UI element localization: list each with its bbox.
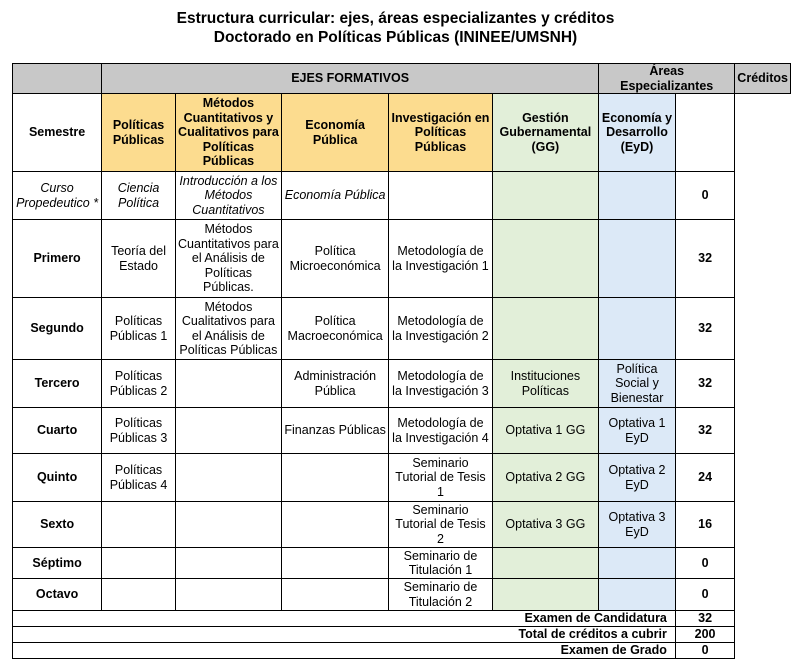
metodos-cell: Métodos Cualitativos para el Análisis de Políticas Públicas	[175, 298, 281, 360]
total-value: 200	[675, 627, 734, 643]
total-label: Examen de Grado	[13, 643, 676, 659]
metodos-cell: Métodos Cuantitativos para el Análisis de Políticas Públicas.	[175, 220, 281, 298]
creditos-cell: 32	[675, 298, 734, 360]
table-row	[13, 579, 791, 611]
inv-cell: Metodología de la Investigación 3	[389, 360, 492, 408]
pp-cell: Políticas Públicas 2	[102, 360, 176, 408]
semestre-cell: Tercero	[13, 360, 102, 408]
eco-cell: Política Macroeconómica	[281, 298, 388, 360]
metodos-cell: Introducción a los Métodos Cuantitativos	[175, 172, 281, 220]
header-eyd: Economía y Desarrollo (EyD)	[599, 94, 676, 172]
curriculum-table	[12, 63, 791, 659]
header-creditos: Créditos	[735, 64, 791, 94]
gg-cell	[492, 220, 598, 298]
creditos-cell: 32	[675, 220, 734, 298]
metodos-cell	[175, 408, 281, 454]
semestre-cell: Octavo	[13, 579, 102, 611]
semestre-cell: Quinto	[13, 454, 102, 502]
eco-cell: Administración Pública	[281, 360, 388, 408]
gg-cell	[492, 298, 598, 360]
header-ejes: EJES FORMATIVOS	[102, 64, 599, 94]
inv-cell: Metodología de la Investigación 1	[389, 220, 492, 298]
inv-cell: Seminario de Titulación 1	[389, 548, 492, 579]
gg-cell: Optativa 1 GG	[492, 408, 598, 454]
header-semestre: Semestre	[13, 94, 102, 172]
totals-row	[13, 611, 791, 627]
table-row	[13, 454, 791, 502]
header-economia-publica: Economía Pública	[281, 94, 388, 172]
inv-cell	[389, 172, 492, 220]
inv-cell: Metodología de la Investigación 2	[389, 298, 492, 360]
semestre-cell: Séptimo	[13, 548, 102, 579]
eyd-cell	[599, 579, 676, 611]
eyd-cell: Política Social y Bienestar	[599, 360, 676, 408]
metodos-cell	[175, 579, 281, 611]
title-line-1: Estructura curricular: ejes, áreas especializantes y créditos	[176, 10, 615, 27]
pp-cell	[102, 502, 176, 548]
header-creditos-blank	[675, 94, 734, 172]
total-label: Total de créditos a cubrir	[13, 627, 676, 643]
semestre-cell: Cuarto	[13, 408, 102, 454]
gg-cell: Optativa 3 GG	[492, 502, 598, 548]
creditos-cell: 32	[675, 360, 734, 408]
total-value: 0	[675, 643, 734, 659]
header-politicas-publicas: Políticas Públicas	[102, 94, 176, 172]
inv-cell: Seminario Tutorial de Tesis 2	[389, 502, 492, 548]
creditos-cell: 0	[675, 548, 734, 579]
total-value: 32	[675, 611, 734, 627]
creditos-cell: 32	[675, 408, 734, 454]
semestre-cell: Primero	[13, 220, 102, 298]
eco-cell	[281, 502, 388, 548]
title-line-2: Doctorado en Políticas Públicas (ININEE/UMSNH)	[213, 29, 578, 46]
inv-cell: Seminario de Titulación 2	[389, 579, 492, 611]
header-row-columns	[13, 94, 791, 172]
gg-cell	[492, 548, 598, 579]
pp-cell: Teoría del Estado	[102, 220, 176, 298]
pp-cell	[102, 548, 176, 579]
table-row	[13, 502, 791, 548]
eyd-cell: Optativa 3 EyD	[599, 502, 676, 548]
header-investigacion: Investigación en Políticas Públicas	[389, 94, 492, 172]
eyd-cell: Optativa 1 EyD	[599, 408, 676, 454]
document-title	[0, 0, 791, 44]
table-row	[13, 548, 791, 579]
eyd-cell	[599, 548, 676, 579]
eyd-cell	[599, 172, 676, 220]
table-row	[13, 408, 791, 454]
totals-row	[13, 643, 791, 659]
table-row	[13, 220, 791, 298]
eco-cell: Economía Pública	[281, 172, 388, 220]
creditos-cell: 0	[675, 579, 734, 611]
semestre-cell: Segundo	[13, 298, 102, 360]
totals-row	[13, 627, 791, 643]
eyd-cell	[599, 298, 676, 360]
eco-cell	[281, 548, 388, 579]
header-gg: Gestión Gubernamental (GG)	[492, 94, 598, 172]
creditos-cell: 0	[675, 172, 734, 220]
pp-cell: Políticas Públicas 3	[102, 408, 176, 454]
metodos-cell	[175, 548, 281, 579]
header-metodos: Métodos Cuantitativos y Cualitativos para Políticas Públicas	[175, 94, 281, 172]
semestre-cell: Curso Propedeutico *	[13, 172, 102, 220]
metodos-cell	[175, 454, 281, 502]
table-row	[13, 172, 791, 220]
creditos-cell: 24	[675, 454, 734, 502]
pp-cell	[102, 579, 176, 611]
eco-cell	[281, 579, 388, 611]
total-label: Examen de Candidatura	[13, 611, 676, 627]
eco-cell: Finanzas Públicas	[281, 408, 388, 454]
header-blank-cell	[13, 64, 102, 94]
gg-cell	[492, 172, 598, 220]
gg-cell: Instituciones Políticas	[492, 360, 598, 408]
gg-cell: Optativa 2 GG	[492, 454, 598, 502]
eco-cell	[281, 454, 388, 502]
eyd-cell: Optativa 2 EyD	[599, 454, 676, 502]
pp-cell: Políticas Públicas 4	[102, 454, 176, 502]
table-row	[13, 298, 791, 360]
inv-cell: Metodología de la Investigación 4	[389, 408, 492, 454]
eco-cell: Política Microeconómica	[281, 220, 388, 298]
eyd-cell	[599, 220, 676, 298]
semestre-cell: Sexto	[13, 502, 102, 548]
metodos-cell	[175, 360, 281, 408]
inv-cell: Seminario Tutorial de Tesis 1	[389, 454, 492, 502]
table-row	[13, 360, 791, 408]
creditos-cell: 16	[675, 502, 734, 548]
pp-cell: Ciencia Política	[102, 172, 176, 220]
metodos-cell	[175, 502, 281, 548]
gg-cell	[492, 579, 598, 611]
pp-cell: Políticas Públicas 1	[102, 298, 176, 360]
header-row-groups	[13, 64, 791, 94]
header-areas: Áreas Especializantes	[599, 64, 735, 94]
